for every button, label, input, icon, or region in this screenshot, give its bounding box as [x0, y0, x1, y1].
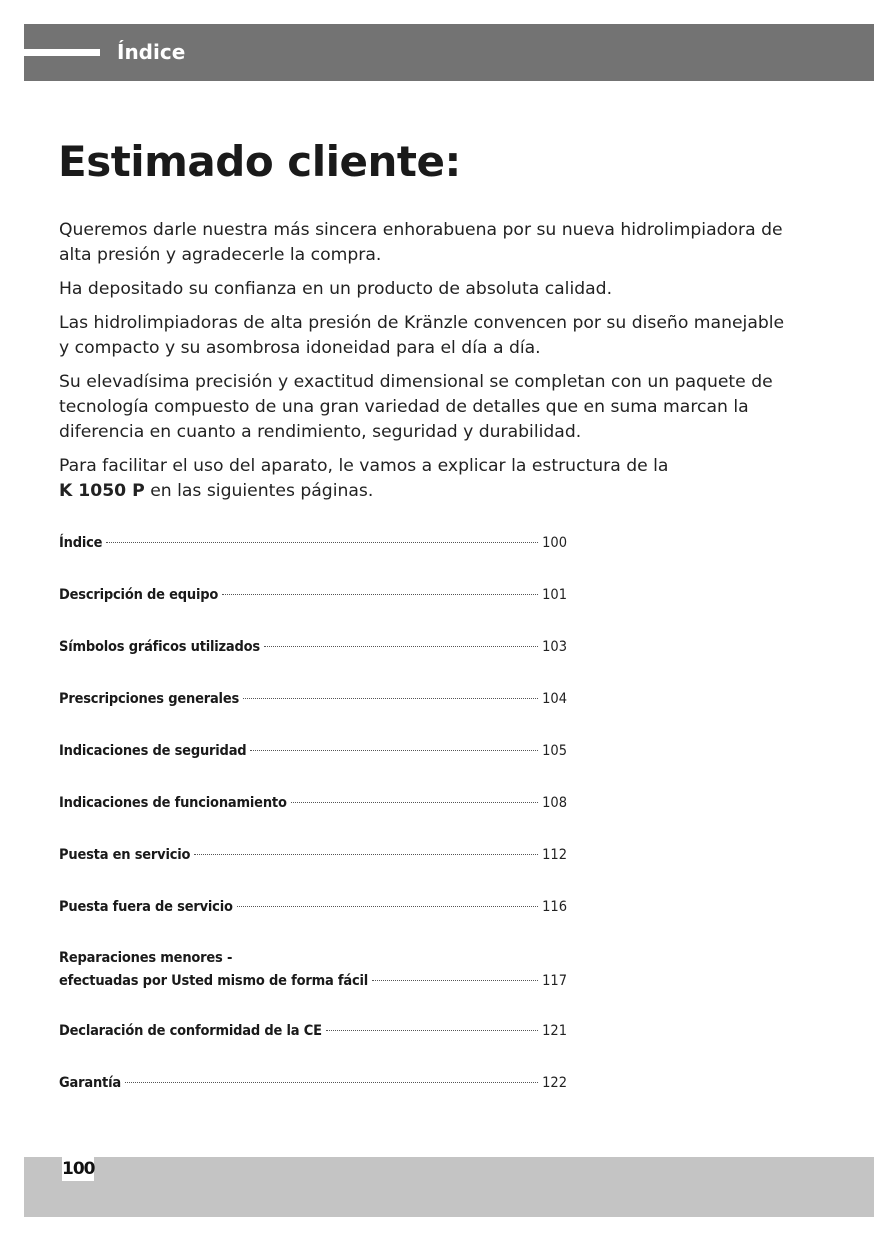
toc-entry[interactable] — [59, 895, 567, 947]
toc-entry-title: Descripción de equipo — [59, 587, 219, 603]
toc-entry[interactable] — [59, 635, 567, 687]
toc-entry-page: 105 — [542, 743, 567, 759]
toc-leader — [194, 854, 538, 855]
toc-leader — [372, 980, 538, 981]
toc-entry-title: efectuadas por Usted mismo de forma fácil — [59, 973, 369, 989]
toc-entry-title: Símbolos gráficos utilizados — [59, 639, 260, 655]
toc-entry[interactable] — [59, 947, 567, 1019]
intro-paragraph-3: Las hidrolimpiadoras de alta presión de Kränzle convencen por su diseño manejable y compacto y su asombrosa idoneidad para el día a día. — [59, 313, 785, 358]
toc-entry-page: 100 — [542, 535, 567, 551]
toc-entry-page: 122 — [542, 1075, 567, 1091]
header-title: Índice — [117, 40, 186, 64]
toc-entry-title: Puesta fuera de servicio — [59, 899, 233, 915]
toc-entry-page: 112 — [542, 847, 567, 863]
header-accent-line — [24, 49, 100, 56]
toc-leader — [106, 542, 538, 543]
footer-bar — [24, 1157, 874, 1217]
intro-paragraph-5-start: Para facilitar el uso del aparato, le vamos a explicar la estructura de la — [59, 456, 669, 476]
intro-paragraph-2: Ha depositado su confianza en un producto de absoluta calidad. — [59, 279, 613, 299]
toc-entry-title: Garantía — [59, 1075, 121, 1091]
toc-entry-page: 101 — [542, 587, 567, 603]
toc-entry[interactable] — [59, 843, 567, 895]
toc-leader — [291, 802, 538, 803]
toc-entry[interactable] — [59, 739, 567, 791]
intro-paragraph-4: Su elevadísima precisión y exactitud dimensional se completan con un paquete de tecnología compuesto de una gran variedad de detalles que en suma marcan la diferencia en cuanto a rendimiento, seguridad y durabilidad. — [59, 372, 773, 442]
toc-entry[interactable] — [59, 583, 567, 635]
toc-entry-title: Puesta en servicio — [59, 847, 191, 863]
toc-entry[interactable] — [59, 531, 567, 583]
header-bar — [24, 24, 874, 81]
toc-entry-title: Indicaciones de seguridad — [59, 743, 247, 759]
toc-leader — [125, 1082, 538, 1083]
toc-entry[interactable] — [59, 1019, 567, 1071]
intro-paragraph-1: Queremos darle nuestra más sincera enhorabuena por su nueva hidrolimpiadora de alta presión y agradecerle la compra. — [59, 220, 783, 265]
toc-leader — [264, 646, 538, 647]
toc-entry-title: Declaración de conformidad de la CE — [59, 1023, 322, 1039]
toc-entry-title: Índice — [59, 535, 103, 551]
toc-entry-page: 121 — [542, 1023, 567, 1039]
toc-entry[interactable] — [59, 791, 567, 843]
toc-entry[interactable] — [59, 1071, 567, 1123]
toc-entry-title: Indicaciones de funcionamiento — [59, 795, 287, 811]
toc-entry-title: Prescripciones generales — [59, 691, 240, 707]
toc-entry[interactable] — [59, 687, 567, 739]
table-of-contents — [59, 531, 567, 1123]
toc-entry-page: 116 — [542, 899, 567, 915]
model-name: K 1050 P — [59, 481, 145, 501]
toc-entry-page: 117 — [542, 973, 567, 989]
toc-entry-page: 103 — [542, 639, 567, 655]
toc-entry-page: 108 — [542, 795, 567, 811]
toc-leader — [326, 1030, 538, 1031]
toc-leader — [222, 594, 538, 595]
toc-leader — [243, 698, 538, 699]
intro-text — [59, 218, 799, 513]
toc-entry-page: 104 — [542, 691, 567, 707]
toc-leader — [250, 750, 538, 751]
page-title: Estimado cliente: — [58, 137, 461, 186]
intro-paragraph-5 — [59, 454, 799, 504]
page-number: 100 — [62, 1159, 95, 1179]
intro-paragraph-5-end: en las siguientes páginas. — [144, 481, 374, 501]
toc-entry-title-line1: Reparaciones menores - — [59, 950, 233, 966]
toc-leader — [237, 906, 538, 907]
